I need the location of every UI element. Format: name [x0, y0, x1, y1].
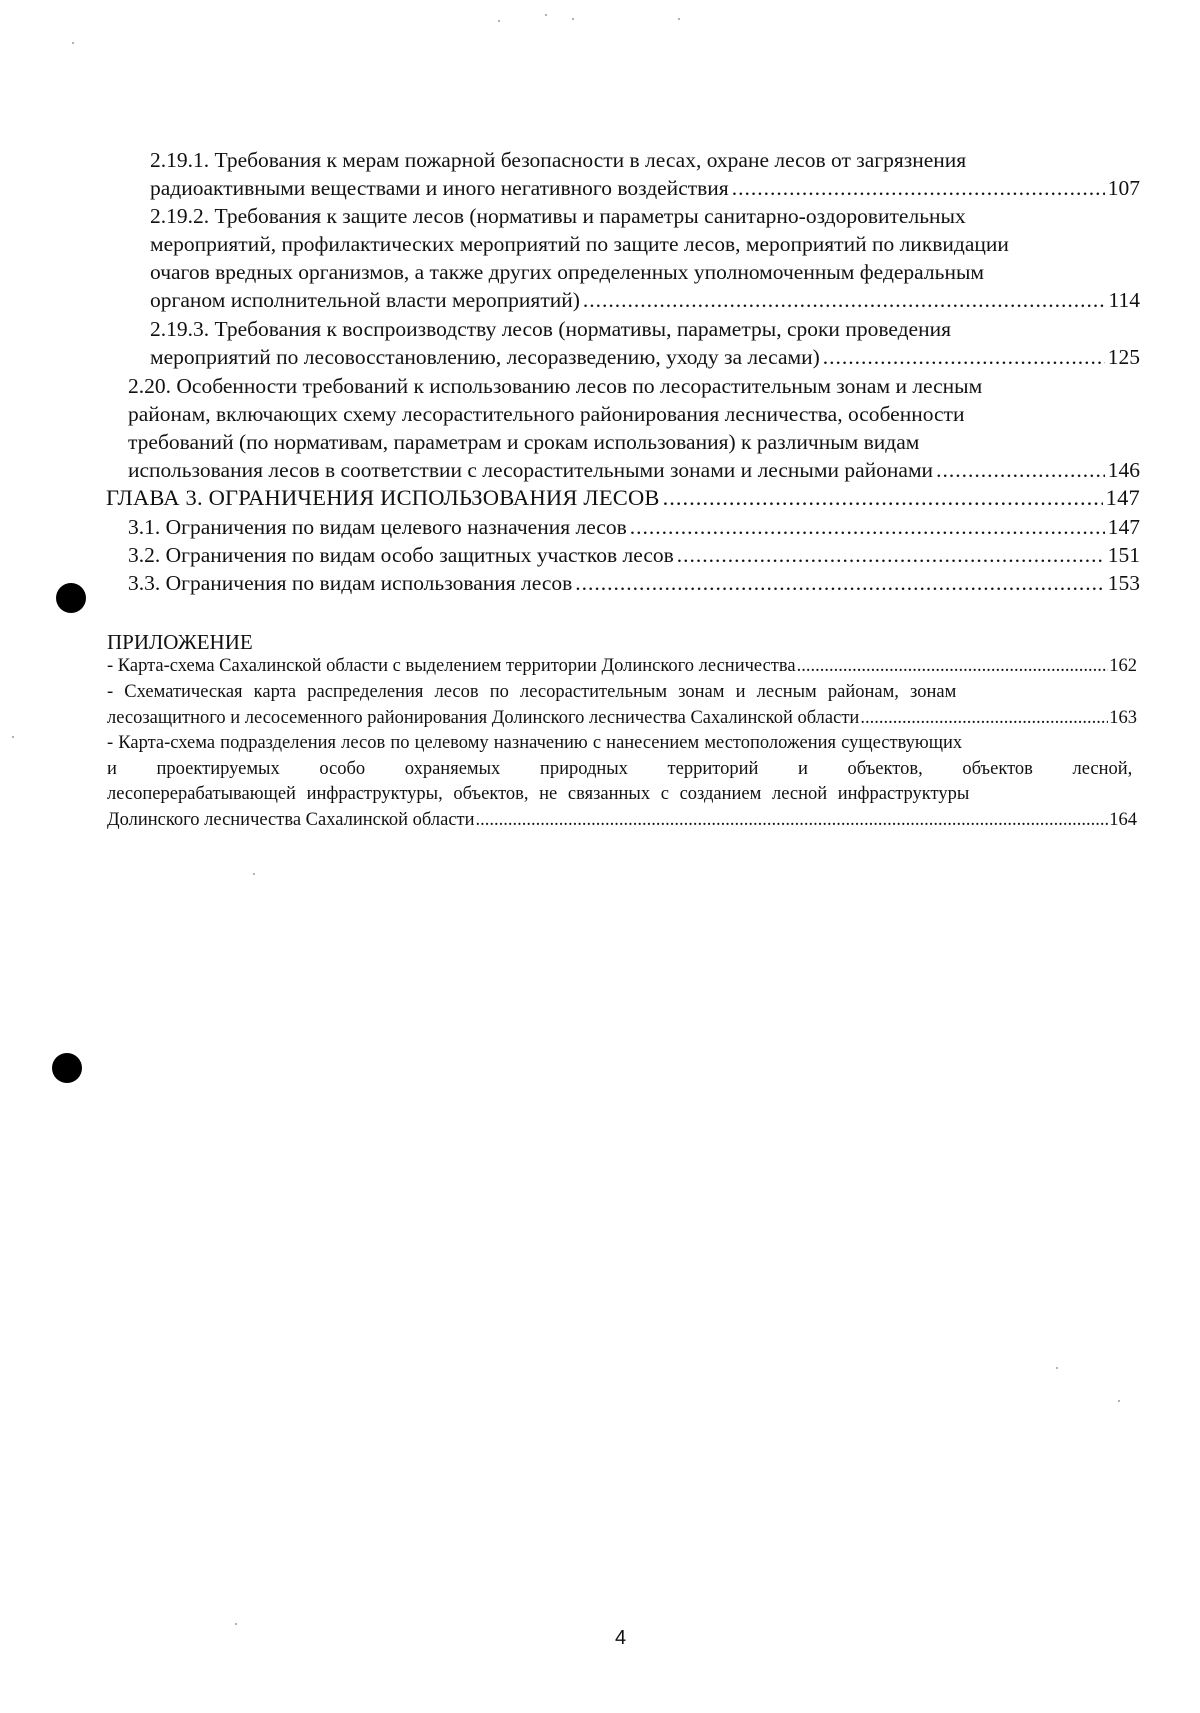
toc-page-number: 107 [1107, 176, 1140, 200]
toc-entry-2-19-1 [150, 146, 1140, 202]
toc-page-number: 147 [1107, 515, 1140, 539]
appendix-item-line: и проектируемых особо охраняемых природных территорий и объектов, объектов лесной, [107, 758, 1133, 779]
toc-page-number: 151 [1107, 543, 1140, 567]
scan-speck [253, 873, 255, 875]
dot-leader [732, 174, 1105, 202]
toc-entry-3-2 [128, 541, 1140, 569]
toc-entry-2-19-3 [150, 315, 1140, 371]
dot-leader [860, 706, 1108, 732]
dot-leader [823, 343, 1105, 371]
dot-leader [797, 654, 1109, 680]
dot-leader [663, 484, 1103, 512]
appendix-item-line: - Карта-схема подразделения лесов по целевому назначению с нанесением местоположения существующих [107, 733, 963, 753]
toc-entry-text: органом исполнительной власти мероприятий) [150, 288, 580, 312]
appendix-item-text: Долинского лесничества Сахалинской области [107, 809, 475, 830]
toc-entry-line: районам, включающих схему лесорастительного районирования лесничества, особенности [128, 402, 965, 426]
toc-entry-line: 2.19.3. Требования к воспроизводству лесов (нормативы, параметры, сроки проведения [150, 317, 951, 341]
toc-page-number: 146 [1107, 458, 1140, 482]
scan-speck [1056, 1367, 1058, 1369]
appendix-item-line-text: - Схематическая карта распределения лесов по лесорастительным зонам и лесным районам, зонам [107, 682, 957, 702]
appendix-item-2 [107, 680, 1137, 731]
punch-hole [52, 1053, 82, 1083]
toc-entry-line: очагов вредных организмов, а также других определенных уполномоченным федеральным [150, 260, 984, 284]
toc-entry-text: использования лесов в соответствии с лесорастительными зонами и лесными районами [128, 458, 934, 482]
appendix-page-number: 164 [1109, 809, 1137, 830]
scan-speck [572, 18, 574, 20]
toc-entry-line: 2.19.2. Требования к защите лесов (нормативы и параметры санитарно-оздоровительных [150, 204, 966, 228]
toc-entry-line: мероприятий, профилактических мероприятий по защите лесов, мероприятий по ликвидации [150, 232, 1009, 256]
punch-hole [56, 583, 86, 613]
appendix-item-line: лесоперерабатывающей инфраструктуры, объектов, не связанных с созданием лесной инфраструктуры [107, 784, 970, 804]
toc-entry-text: 3.2. Ограничения по видам особо защитных участков лесов [128, 543, 674, 567]
dot-leader [476, 808, 1109, 834]
dot-leader [575, 569, 1104, 597]
toc-entry-text: 3.1. Ограничения по видам целевого назначения лесов [128, 515, 627, 539]
toc-entry-text: мероприятий по лесовосстановлению, лесоразведению, уходу за лесами) [150, 345, 820, 369]
scan-speck [72, 42, 74, 44]
page-number: 4 [615, 1627, 627, 1649]
appendix-page-number: 162 [1109, 656, 1137, 676]
appendix-title: ПРИЛОЖЕНИЕ [107, 630, 253, 654]
appendix-page-number: 163 [1109, 707, 1137, 728]
toc-page-number: 147 [1105, 485, 1140, 510]
scan-speck [498, 20, 500, 22]
scan-speck [678, 18, 680, 20]
scan-speck [1118, 1400, 1120, 1402]
toc-page-number: 153 [1107, 571, 1140, 595]
toc-entry-2-19-2 [150, 202, 1140, 314]
dot-leader [630, 513, 1105, 541]
toc-entry-line: требований (по нормативам, параметрам и срокам использования) к различным видам [128, 430, 920, 454]
appendix-item-3 [107, 731, 1137, 833]
appendix-item-1 [107, 654, 1137, 680]
appendix-item-text: лесозащитного и лесосеменного районирования Долинского лесничества Сахалинской области [107, 707, 860, 728]
scan-speck [545, 14, 547, 16]
toc-entry-text: 3.3. Ограничения по видам использования лесов [128, 571, 573, 595]
appendix-item-line [107, 680, 1137, 706]
dot-leader [936, 456, 1105, 484]
scan-speck [12, 736, 14, 738]
toc-chapter-3 [106, 484, 1140, 512]
dot-leader [677, 541, 1105, 569]
toc-entry-3-1 [128, 513, 1140, 541]
toc-entry-2-20 [128, 372, 1140, 484]
dot-leader [583, 286, 1106, 314]
toc-page-number: 125 [1107, 345, 1140, 369]
toc-page-number: 114 [1108, 288, 1140, 312]
toc-entry-line: 2.19.1. Требования к мерам пожарной безопасности в лесах, охране лесов от загрязнения [150, 148, 967, 172]
toc-entry-3-3 [128, 569, 1140, 597]
scan-speck [235, 1623, 237, 1625]
toc-chapter-title: ГЛАВА 3. ОГРАНИЧЕНИЯ ИСПОЛЬЗОВАНИЯ ЛЕСОВ [106, 485, 660, 510]
appendix-item-text: - Карта-схема Сахалинской области с выделением территории Долинского лесничества [107, 656, 796, 676]
toc-entry-line: 2.20. Особенности требований к использованию лесов по лесорастительным зонам и лесным [128, 374, 983, 398]
toc-entry-text: радиоактивными веществами и иного негативного воздействия [150, 176, 729, 200]
